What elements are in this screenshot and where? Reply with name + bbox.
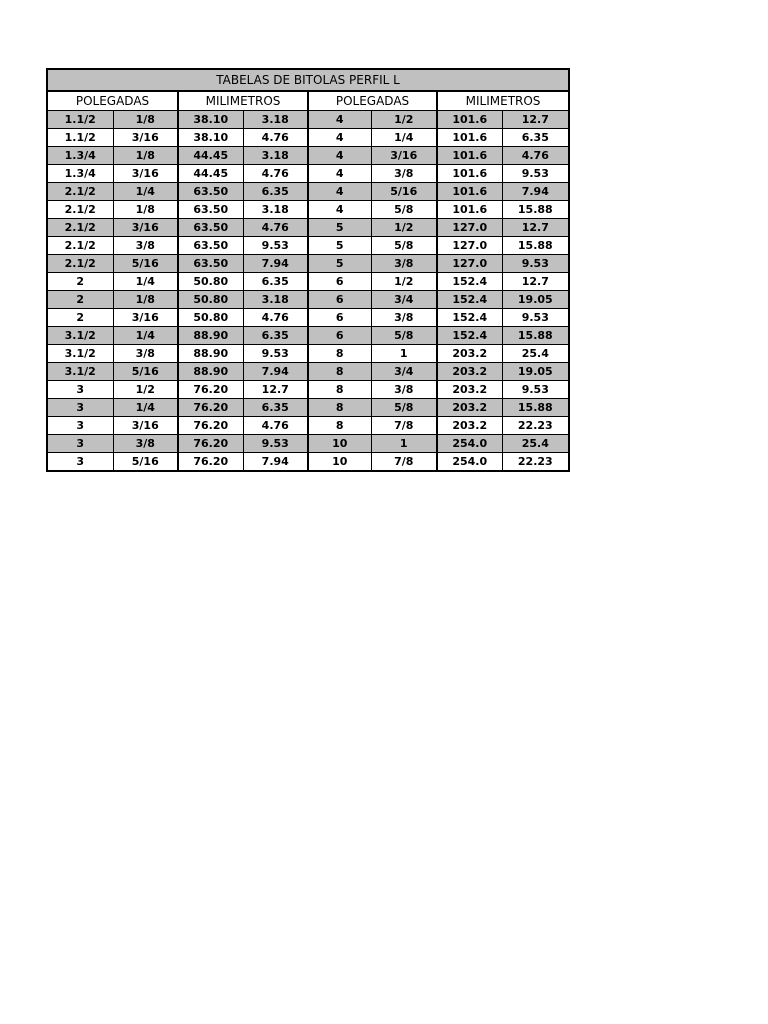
cell-pol-c: 8 xyxy=(308,345,371,363)
cell-pol-b: 5/16 xyxy=(113,363,178,381)
cell-mm-c: 254.0 xyxy=(437,435,502,453)
cell-pol-c: 4 xyxy=(308,201,371,219)
cell-mm-a: 76.20 xyxy=(178,417,243,435)
table-row xyxy=(47,291,569,309)
cell-mm-a: 88.90 xyxy=(178,345,243,363)
cell-pol-a: 3 xyxy=(47,381,113,399)
cell-pol-b: 1/4 xyxy=(113,273,178,291)
cell-mm-b: 9.53 xyxy=(243,345,308,363)
cell-pol-b: 3/16 xyxy=(113,165,178,183)
cell-pol-d: 7/8 xyxy=(371,417,437,435)
cell-pol-d: 5/8 xyxy=(371,237,437,255)
cell-mm-c: 101.6 xyxy=(437,111,502,129)
cell-mm-c: 254.0 xyxy=(437,453,502,472)
cell-pol-a: 1.1/2 xyxy=(47,129,113,147)
cell-pol-d: 1/4 xyxy=(371,129,437,147)
cell-pol-a: 2 xyxy=(47,291,113,309)
cell-pol-c: 4 xyxy=(308,111,371,129)
cell-mm-b: 6.35 xyxy=(243,273,308,291)
cell-pol-b: 1/4 xyxy=(113,183,178,201)
cell-pol-b: 1/8 xyxy=(113,147,178,165)
cell-mm-a: 38.10 xyxy=(178,111,243,129)
cell-mm-c: 203.2 xyxy=(437,363,502,381)
cell-mm-a: 63.50 xyxy=(178,237,243,255)
cell-mm-a: 50.80 xyxy=(178,291,243,309)
cell-pol-a: 2 xyxy=(47,309,113,327)
table-row xyxy=(47,399,569,417)
cell-mm-c: 152.4 xyxy=(437,273,502,291)
cell-pol-c: 6 xyxy=(308,291,371,309)
cell-pol-c: 5 xyxy=(308,237,371,255)
cell-mm-d: 15.88 xyxy=(502,399,569,417)
cell-pol-a: 2.1/2 xyxy=(47,255,113,273)
cell-pol-c: 5 xyxy=(308,219,371,237)
header-milimetros-2: MILIMETROS xyxy=(437,91,569,111)
cell-mm-b: 6.35 xyxy=(243,399,308,417)
cell-pol-c: 8 xyxy=(308,381,371,399)
cell-mm-c: 101.6 xyxy=(437,147,502,165)
cell-mm-d: 7.94 xyxy=(502,183,569,201)
cell-mm-c: 101.6 xyxy=(437,183,502,201)
table-row xyxy=(47,147,569,165)
cell-pol-d: 3/16 xyxy=(371,147,437,165)
cell-pol-d: 3/4 xyxy=(371,291,437,309)
cell-pol-b: 1/8 xyxy=(113,201,178,219)
cell-pol-b: 3/16 xyxy=(113,129,178,147)
cell-pol-c: 8 xyxy=(308,399,371,417)
cell-mm-b: 9.53 xyxy=(243,435,308,453)
cell-pol-a: 3.1/2 xyxy=(47,363,113,381)
cell-pol-a: 3 xyxy=(47,417,113,435)
table-row xyxy=(47,219,569,237)
cell-pol-d: 3/8 xyxy=(371,255,437,273)
table-row xyxy=(47,327,569,345)
cell-mm-c: 203.2 xyxy=(437,345,502,363)
cell-pol-d: 3/8 xyxy=(371,165,437,183)
cell-pol-c: 6 xyxy=(308,327,371,345)
cell-mm-d: 15.88 xyxy=(502,327,569,345)
cell-mm-c: 101.6 xyxy=(437,129,502,147)
cell-mm-b: 4.76 xyxy=(243,219,308,237)
cell-mm-a: 88.90 xyxy=(178,327,243,345)
table-row xyxy=(47,381,569,399)
header-polegadas-2: POLEGADAS xyxy=(308,91,437,111)
cell-pol-a: 1.3/4 xyxy=(47,165,113,183)
cell-pol-c: 6 xyxy=(308,273,371,291)
cell-pol-b: 1/4 xyxy=(113,327,178,345)
header-milimetros-1: MILIMETROS xyxy=(178,91,308,111)
cell-pol-a: 2 xyxy=(47,273,113,291)
cell-mm-b: 3.18 xyxy=(243,147,308,165)
cell-mm-b: 7.94 xyxy=(243,255,308,273)
cell-mm-a: 76.20 xyxy=(178,453,243,472)
cell-pol-b: 3/8 xyxy=(113,345,178,363)
cell-pol-b: 1/4 xyxy=(113,399,178,417)
cell-pol-d: 1/2 xyxy=(371,111,437,129)
table-row xyxy=(47,165,569,183)
cell-pol-b: 1/8 xyxy=(113,291,178,309)
cell-pol-c: 8 xyxy=(308,417,371,435)
cell-pol-b: 3/8 xyxy=(113,435,178,453)
cell-mm-d: 15.88 xyxy=(502,201,569,219)
cell-mm-c: 203.2 xyxy=(437,417,502,435)
cell-mm-d: 9.53 xyxy=(502,165,569,183)
cell-mm-d: 9.53 xyxy=(502,255,569,273)
cell-pol-c: 10 xyxy=(308,453,371,472)
cell-mm-c: 152.4 xyxy=(437,309,502,327)
cell-pol-c: 4 xyxy=(308,183,371,201)
cell-pol-d: 3/8 xyxy=(371,381,437,399)
cell-mm-d: 22.23 xyxy=(502,453,569,472)
cell-mm-d: 25.4 xyxy=(502,345,569,363)
cell-mm-b: 4.76 xyxy=(243,129,308,147)
cell-pol-d: 5/8 xyxy=(371,201,437,219)
header-polegadas-1: POLEGADAS xyxy=(47,91,178,111)
cell-mm-a: 63.50 xyxy=(178,183,243,201)
cell-pol-d: 3/4 xyxy=(371,363,437,381)
cell-mm-c: 101.6 xyxy=(437,165,502,183)
table-row xyxy=(47,129,569,147)
cell-mm-b: 6.35 xyxy=(243,183,308,201)
cell-mm-b: 7.94 xyxy=(243,363,308,381)
table-row xyxy=(47,111,569,129)
table-row xyxy=(47,201,569,219)
cell-mm-d: 19.05 xyxy=(502,363,569,381)
cell-pol-c: 5 xyxy=(308,255,371,273)
cell-pol-b: 3/16 xyxy=(113,219,178,237)
cell-mm-d: 22.23 xyxy=(502,417,569,435)
cell-pol-c: 8 xyxy=(308,363,371,381)
cell-pol-d: 7/8 xyxy=(371,453,437,472)
cell-pol-a: 3 xyxy=(47,453,113,472)
cell-pol-d: 1 xyxy=(371,435,437,453)
cell-mm-c: 127.0 xyxy=(437,237,502,255)
cell-mm-c: 203.2 xyxy=(437,399,502,417)
cell-pol-c: 4 xyxy=(308,129,371,147)
cell-mm-d: 15.88 xyxy=(502,237,569,255)
cell-mm-b: 7.94 xyxy=(243,453,308,472)
cell-pol-b: 3/8 xyxy=(113,237,178,255)
table-row xyxy=(47,255,569,273)
table-body xyxy=(47,111,569,472)
bitolas-table xyxy=(46,68,570,472)
cell-mm-c: 101.6 xyxy=(437,201,502,219)
cell-pol-a: 3 xyxy=(47,435,113,453)
table-row xyxy=(47,417,569,435)
table-row xyxy=(47,435,569,453)
cell-pol-d: 3/8 xyxy=(371,309,437,327)
cell-pol-b: 3/16 xyxy=(113,417,178,435)
cell-mm-d: 4.76 xyxy=(502,147,569,165)
cell-mm-b: 12.7 xyxy=(243,381,308,399)
cell-mm-d: 9.53 xyxy=(502,381,569,399)
cell-mm-d: 12.7 xyxy=(502,111,569,129)
cell-mm-d: 6.35 xyxy=(502,129,569,147)
cell-mm-d: 12.7 xyxy=(502,219,569,237)
cell-pol-c: 4 xyxy=(308,165,371,183)
cell-mm-d: 9.53 xyxy=(502,309,569,327)
cell-mm-b: 6.35 xyxy=(243,327,308,345)
cell-pol-a: 2.1/2 xyxy=(47,219,113,237)
cell-pol-d: 1 xyxy=(371,345,437,363)
cell-mm-a: 88.90 xyxy=(178,363,243,381)
cell-mm-b: 3.18 xyxy=(243,291,308,309)
cell-mm-c: 152.4 xyxy=(437,327,502,345)
cell-mm-a: 76.20 xyxy=(178,435,243,453)
cell-mm-d: 19.05 xyxy=(502,291,569,309)
table-row xyxy=(47,453,569,472)
cell-mm-c: 203.2 xyxy=(437,381,502,399)
table-row xyxy=(47,273,569,291)
cell-mm-a: 44.45 xyxy=(178,147,243,165)
table-row xyxy=(47,363,569,381)
cell-pol-b: 5/16 xyxy=(113,453,178,472)
cell-mm-a: 50.80 xyxy=(178,309,243,327)
cell-pol-a: 1.1/2 xyxy=(47,111,113,129)
cell-pol-a: 1.3/4 xyxy=(47,147,113,165)
cell-mm-a: 38.10 xyxy=(178,129,243,147)
table-row xyxy=(47,309,569,327)
table-row xyxy=(47,183,569,201)
cell-pol-a: 2.1/2 xyxy=(47,183,113,201)
spreadsheet-page xyxy=(46,68,568,472)
cell-pol-c: 4 xyxy=(308,147,371,165)
cell-mm-a: 50.80 xyxy=(178,273,243,291)
cell-mm-a: 63.50 xyxy=(178,201,243,219)
cell-pol-b: 5/16 xyxy=(113,255,178,273)
table-title: TABELAS DE BITOLAS PERFIL L xyxy=(47,69,569,91)
cell-pol-a: 2.1/2 xyxy=(47,201,113,219)
cell-mm-c: 127.0 xyxy=(437,255,502,273)
cell-mm-b: 4.76 xyxy=(243,165,308,183)
cell-mm-b: 4.76 xyxy=(243,309,308,327)
cell-pol-b: 1/2 xyxy=(113,381,178,399)
cell-mm-d: 25.4 xyxy=(502,435,569,453)
cell-mm-b: 3.18 xyxy=(243,201,308,219)
cell-mm-a: 76.20 xyxy=(178,399,243,417)
table-row xyxy=(47,237,569,255)
cell-mm-a: 44.45 xyxy=(178,165,243,183)
cell-mm-b: 9.53 xyxy=(243,237,308,255)
cell-pol-a: 3 xyxy=(47,399,113,417)
cell-pol-d: 5/8 xyxy=(371,399,437,417)
cell-pol-a: 3.1/2 xyxy=(47,345,113,363)
cell-mm-a: 76.20 xyxy=(178,381,243,399)
cell-pol-c: 6 xyxy=(308,309,371,327)
cell-mm-b: 3.18 xyxy=(243,111,308,129)
cell-mm-c: 152.4 xyxy=(437,291,502,309)
cell-mm-c: 127.0 xyxy=(437,219,502,237)
cell-mm-a: 63.50 xyxy=(178,255,243,273)
cell-pol-d: 5/16 xyxy=(371,183,437,201)
cell-mm-a: 63.50 xyxy=(178,219,243,237)
cell-pol-b: 1/8 xyxy=(113,111,178,129)
cell-pol-a: 3.1/2 xyxy=(47,327,113,345)
cell-mm-b: 4.76 xyxy=(243,417,308,435)
cell-pol-d: 5/8 xyxy=(371,327,437,345)
cell-pol-a: 2.1/2 xyxy=(47,237,113,255)
cell-pol-b: 3/16 xyxy=(113,309,178,327)
table-row xyxy=(47,345,569,363)
cell-pol-d: 1/2 xyxy=(371,273,437,291)
cell-pol-d: 1/2 xyxy=(371,219,437,237)
cell-pol-c: 10 xyxy=(308,435,371,453)
cell-mm-d: 12.7 xyxy=(502,273,569,291)
